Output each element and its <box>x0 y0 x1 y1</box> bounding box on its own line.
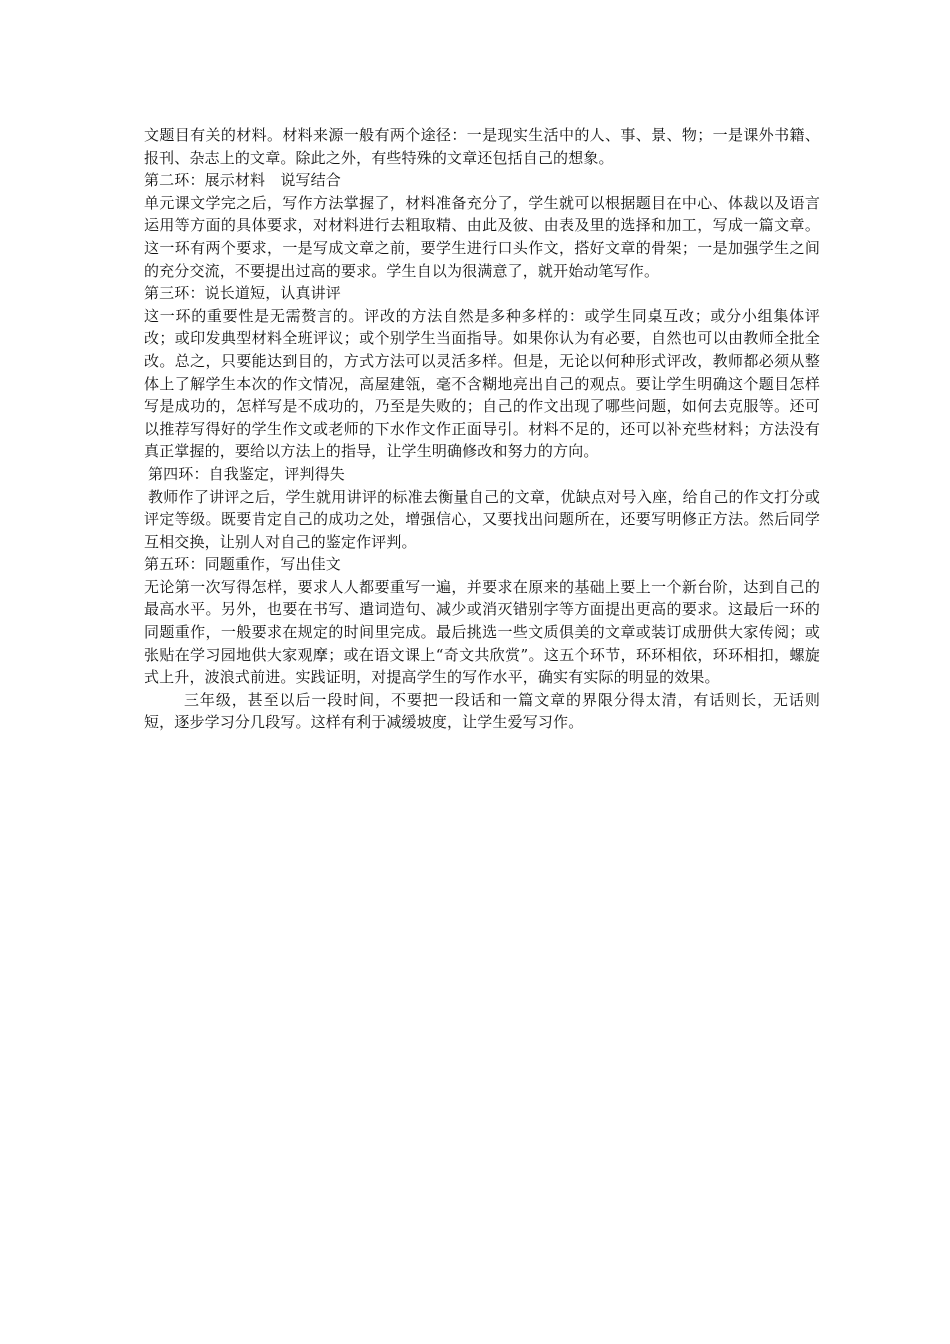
paragraph-step-3: 这一环的重要性是无需赘言的。评改的方法自然是多种多样的：或学生同桌互改；或分小组集体评改；或印发典型材料全班评议；或个别学生当面指导。如果你认为有必要，自然也可以由教师全批全改。总之，只要能达到目的，方式方法可以灵活多样。但是，无论以何种形式评改，教师都必须从整体上了解学生本次的作文情况，高屋建瓴，毫不含糊地亮出自己的观点。要让学生明确这个题目怎样写是成功的，怎样写是不成功的，乃至是失败的；自己的作文出现了哪些问题，如何去克服等。还可以推荐写得好的学生作文或老师的下水作文作正面导引。材料不足的，还可以补充些材料；方法没有真正掌握的，要给以方法上的指导，让学生明确修改和努力的方向。 <box>144 306 820 461</box>
section-heading-step-5: 第五环：同题重作，写出佳文 <box>144 555 341 574</box>
paragraph-grade-three: 三年级，甚至以后一段时间，不要把一段话和一篇文章的界限分得太清，有话则长，无话则短，逐步学习分几段写。这样有利于减缓坡度，让学生爱写习作。 <box>144 690 820 732</box>
paragraph-step-4: 教师作了讲评之后，学生就用讲评的标准去衡量自己的文章，优缺点对号入座，给自己的作文打分或评定等级。既要肯定自己的成功之处，增强信心，又要找出问题所在，还要写明修正方法。然后同学互相交换，让别人对自己的鉴定作评判。 <box>144 487 820 551</box>
section-heading-step-3: 第三环：说长道短，认真讲评 <box>144 284 341 303</box>
section-heading-step-4: 第四环：自我鉴定，评判得失 <box>148 464 345 483</box>
paragraph-material-sources: 文题目有关的材料。材料来源一般有两个途径：一是现实生活中的人、事、景、物；一是课外书籍、报刊、杂志上的文章。除此之外，有些特殊的文章还包括自己的想象。 <box>144 126 820 167</box>
paragraph-step-5: 无论第一次写得怎样，要求人人都要重写一遍，并要求在原来的基础上要上一个新台阶，达到自己的最高水平。另外，也要在书写、遣词造句、减少或消灭错别字等方面提出更高的要求。这最后一环的同题重作，一般要求在规定的时间里完成。最后挑选一些文质俱美的文章或装订成册供大家传阅；或张贴在学习园地供大家观摩；或在语文课上“奇文共欣赏”。这五个环节，环环相依，环环相扣，螺旋式上升，波浪式前进。实践证明，对提高学生的写作水平，确实有实际的明显的效果。 <box>144 577 820 687</box>
paragraph-step-2: 单元课文学完之后，写作方法掌握了，材料准备充分了，学生就可以根据题目在中心、体裁以及语言运用等方面的具体要求，对材料进行去粗取精、由此及彼、由表及里的选择和加工，写成一篇文章。这一环有两个要求，一是写成文章之前，要学生进行口头作文，搭好文章的骨架；一是加强学生之间的充分交流，不要提出过高的要求。学生自以为很满意了，就开始动笔写作。 <box>144 193 820 280</box>
section-heading-step-2: 第二环：展示材料 说写结合 <box>144 171 341 190</box>
document-body <box>144 124 820 734</box>
